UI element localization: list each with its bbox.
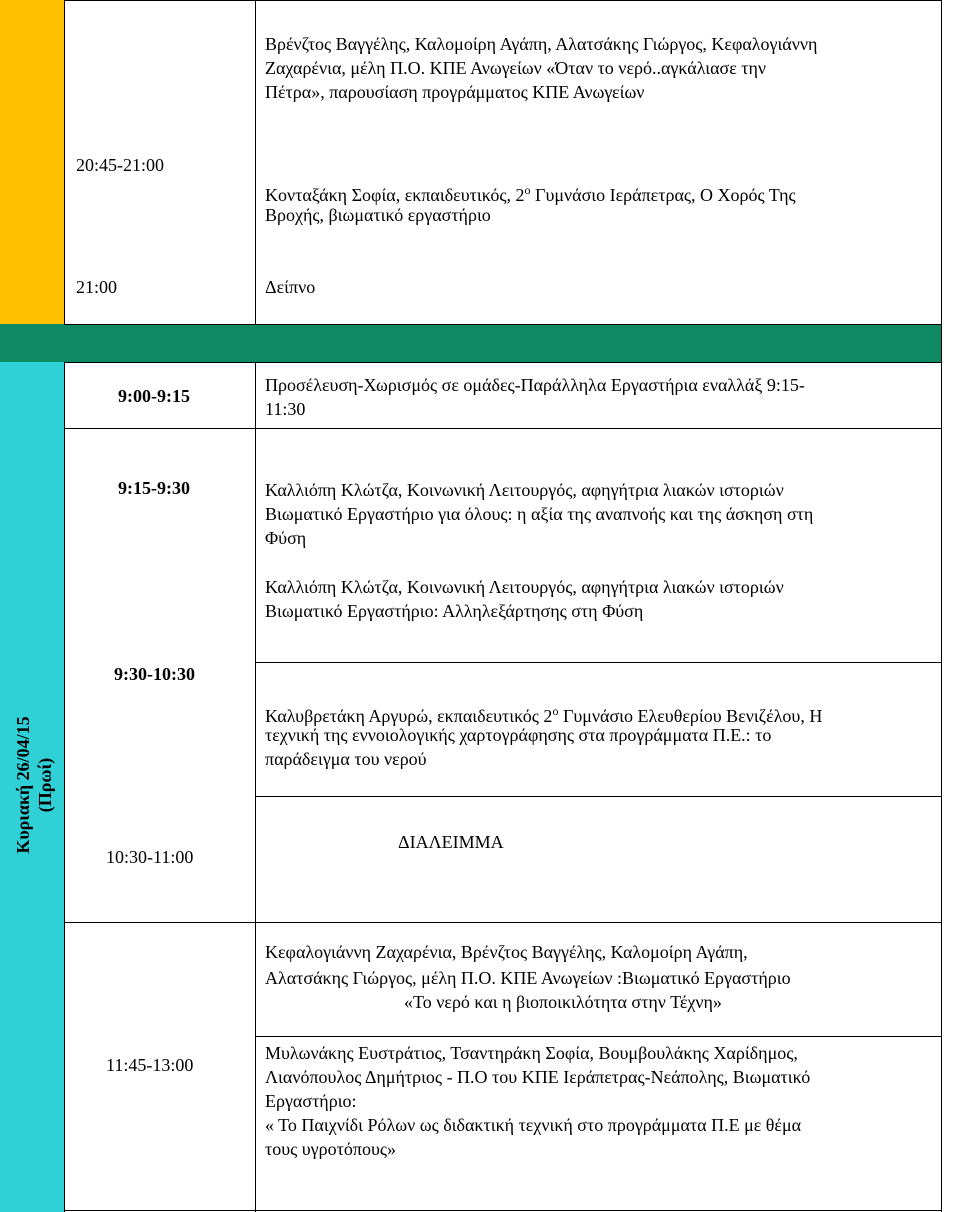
- day-label: [14, 700, 54, 870]
- r5-line4: Καλλιόπη Κλώτζα, Κοινωνική Λειτουργός, αφηγήτρια λιακών ιστοριών: [265, 577, 784, 597]
- r6-line2: τεχνική της εννοιολογικής χαρτογράφησης στα προγράμματα Π.Ε.: το: [265, 725, 772, 745]
- r4-time: 9:00-9:15: [118, 386, 190, 406]
- border-bottom: [64, 1210, 942, 1211]
- r8-b1: Μυλωνάκης Ευστράτιος, Τσαντηράκη Σοφία, Βουμβουλάκης Χαρίδημος,: [265, 1043, 798, 1063]
- day-label-line1: Κυριακή 26/04/15: [13, 716, 33, 854]
- r1-line1: Βρένζτος Βαγγέλης, Καλομοίρη Αγάπη, Αλατσάκης Γιώργος, Κεφαλογιάννη: [265, 34, 818, 54]
- row-line: [64, 324, 942, 325]
- r2-line1-sup: ο: [524, 183, 531, 197]
- r7-time: 10:30-11:00: [106, 847, 194, 867]
- r3-text: Δείπνο: [265, 277, 316, 297]
- r3-time: 21:00: [76, 277, 118, 297]
- day-label-line2: (Πρωί): [35, 757, 55, 813]
- row-line: [255, 1036, 942, 1037]
- r8-a2: Αλατσάκης Γιώργος, μέλη Π.Ο. ΚΠΕ Ανωγείων :Βιωματικό Εργαστήριο: [265, 968, 791, 988]
- r5-line3: Φύση: [265, 528, 307, 548]
- r8-a1: Κεφαλογιάννη Ζαχαρένια, Βρένζτος Βαγγέλης, Καλομοίρη Αγάπη,: [265, 942, 748, 962]
- r6-line1-sup: ο: [552, 704, 559, 718]
- green-separator-bar: [0, 324, 942, 362]
- r6-line1-b: Γυμνάσιο Ελευθερίου Βενιζέλου, Η: [558, 706, 823, 726]
- day-label-text: [12, 716, 56, 853]
- r2-line2: Βροχής, βιωματικό εργαστήριο: [265, 205, 491, 225]
- r5-line2: Βιωματικό Εργαστήριο για όλους: η αξία της αναπνοής και της άσκηση στη: [265, 504, 814, 524]
- row-line: [255, 796, 942, 797]
- r2-time: 20:45-21:00: [76, 155, 164, 175]
- r1-line3: Πέτρα», παρουσίαση προγράμματος ΚΠΕ Ανωγείων: [265, 82, 645, 102]
- border-left-lower: [64, 362, 65, 1212]
- yellow-side-stripe: [0, 0, 64, 324]
- r6-time: 9:30-10:30: [114, 664, 195, 684]
- row-line: [64, 362, 942, 363]
- border-right: [941, 0, 942, 1212]
- r2-line1-b: Γυμνάσιο Ιεράπετρας, Ο Χορός Της: [530, 185, 796, 205]
- r8-time: 11:45-13:00: [106, 1055, 194, 1075]
- r2-line1-a: Κονταξάκη Σοφία, εκπαιδευτικός, 2: [265, 185, 525, 205]
- r6-line3: παράδειγμα του νερού: [265, 749, 427, 769]
- row-line: [64, 922, 942, 923]
- row-line: [255, 662, 942, 663]
- r4-line2: 11:30: [265, 399, 306, 419]
- col-divider-lower: [255, 362, 256, 1212]
- r8-b3: Εργαστήριο:: [265, 1091, 357, 1111]
- r8-a3: «Το νερό και η βιοποικιλότητα στην Τέχνη»: [404, 992, 722, 1012]
- r8-b2: Λιανόπουλος Δημήτριος - Π.Ο του ΚΠΕ Ιεράπετρας-Νεάπολης, Βιωματικό: [265, 1067, 811, 1087]
- r6-line1-a: Καλυβρετάκη Αργυρώ, εκπαιδευτικός 2: [265, 706, 553, 726]
- r5-time: 9:15-9:30: [118, 478, 190, 498]
- r5-line1: Καλλιόπη Κλώτζα, Κοινωνική Λειτουργός, αφηγήτρια λιακών ιστοριών: [265, 480, 784, 500]
- border-top: [64, 0, 942, 1]
- col-divider: [255, 0, 256, 324]
- r1-line2: Ζαχαρένια, μέλη Π.Ο. ΚΠΕ Ανωγείων «Όταν το νερό..αγκάλιασε την: [265, 58, 767, 78]
- border-left: [64, 0, 65, 324]
- r8-b4: « Το Παιχνίδι Ρόλων ως διδακτική τεχνική στο προγράμματα Π.Ε με θέμα: [265, 1115, 802, 1135]
- r8-b5: τους υγροτόπους»: [265, 1139, 396, 1159]
- r7-text: ΔΙΑΛΕΙΜΜΑ: [398, 832, 504, 852]
- r5-line5: Βιωματικό Εργαστήριο: Αλληλεξάρτησης στη Φύση: [265, 601, 644, 621]
- row-line: [64, 428, 942, 429]
- r4-line1: Προσέλευση-Χωρισμός σε ομάδες-Παράλληλα Εργαστήρια εναλλάξ 9:15-: [265, 375, 805, 395]
